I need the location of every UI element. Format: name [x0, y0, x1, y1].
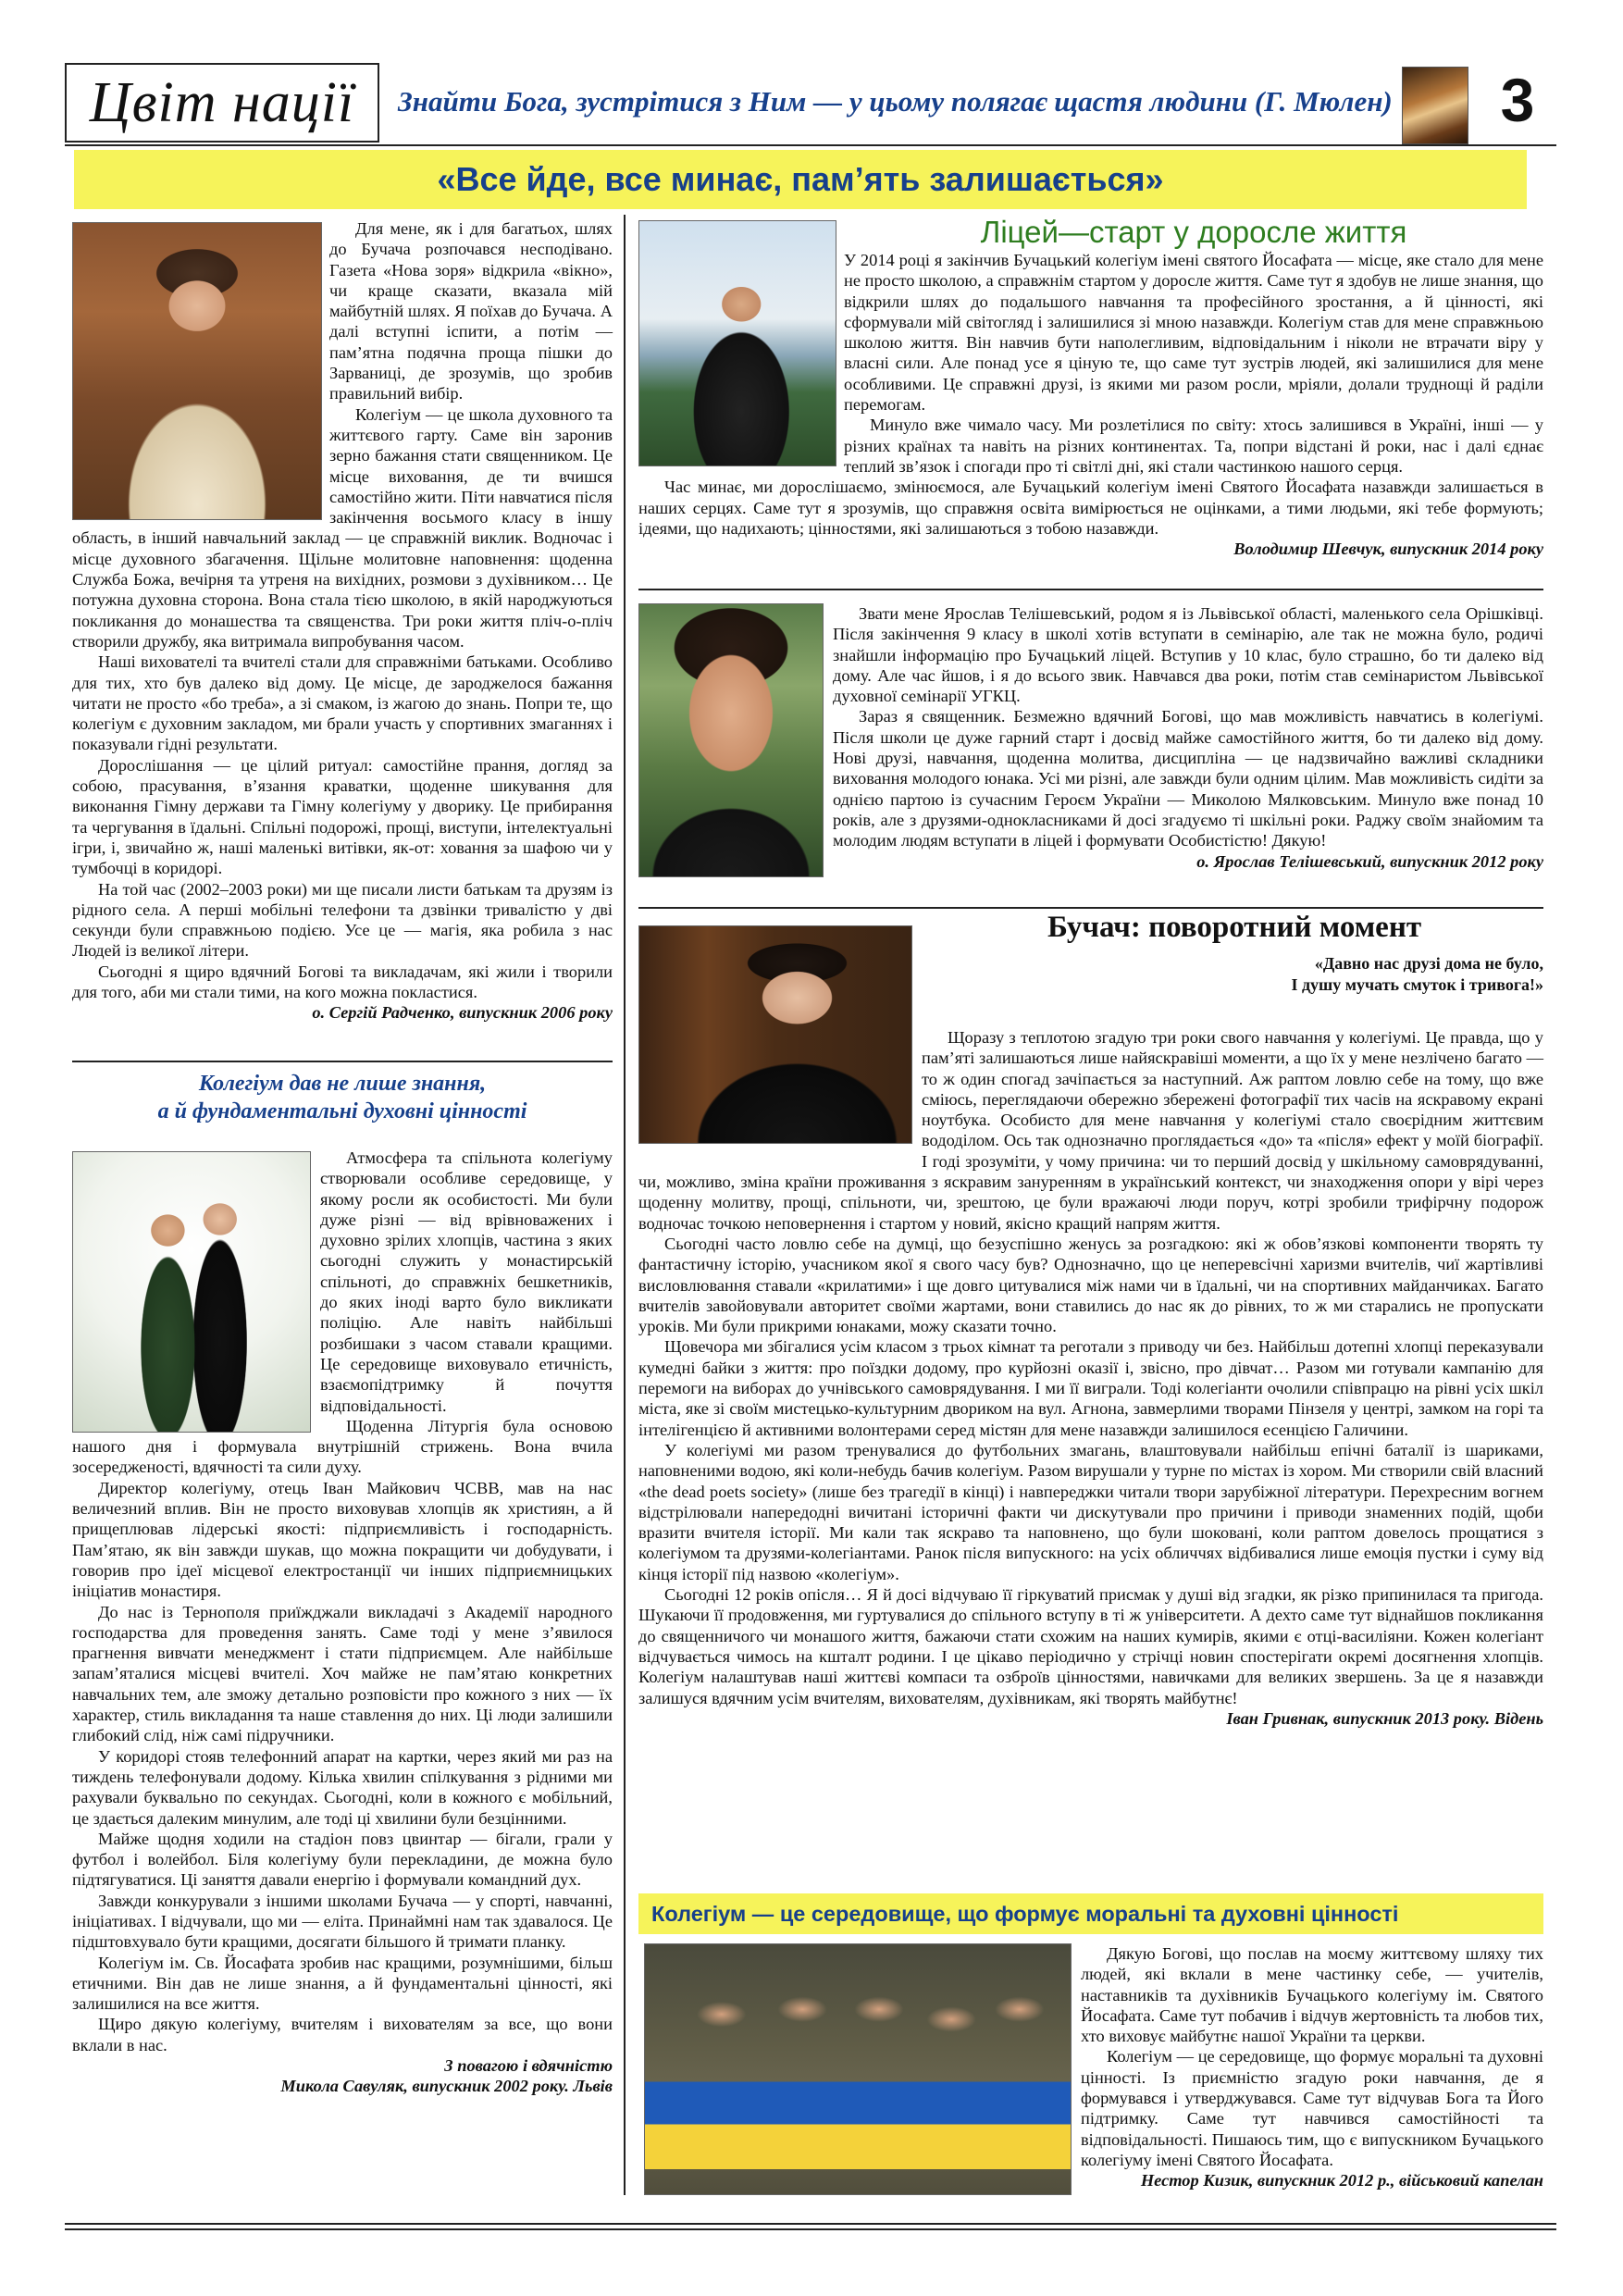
signature: Микола Савуляк, випускник 2002 року. Львів — [280, 2077, 613, 2096]
article-kyzyk — [644, 1943, 1543, 2193]
paragraph: Щоразу з теплотою згадую три роки свого навчання у колегіумі. Це правда, що у пам’яті залишаються лише найяскравіші моменти, а що їх у мене незлічено багато — то ж один спогад зачіпається за наступний. Аж раптом ловлю себе на тому, що вже сміюсь, переглядаючи обережно збережені фотографії тих часів на яскравому екрані ноутбука. Особисто для мене навчання у колегіумі стало своєрідним життєвим вододілом. Ось так однозначно проглядається «до» та «після» ефект у моїй біографії. І годі зрозуміти, у чому причина: чи то перший досвід у шкільному самоврядуванні, чи, можливо, зміна країни проживання з яскравим зануренням в український контекст, чи знаходження опори у вірі через щоденну молитву, прощі, спільноти, чи, зрештою, це були вражаючі люди поруч, котрі зробили трифірчну подорож водночас точкою неповернення і стартом у новий, якісно кращий напрям життя. — [638, 1028, 1543, 1233]
paragraph: На той час (2002–2003 роки) ми ще писали листи батькам та друзям із рідного села. А перші мобільні телефони та дзвінки тривалістю у дві секунди були справжньою подією. Усе це — магія, яка робила з нас Людей із великої літери. — [72, 879, 613, 961]
paragraph: Директор колегіуму, отець Іван Майкович ЧСВВ, мав на нас величезний вплив. Він не просто виховував хлопців як християн, а й прищеплював лідерські якості: підприємливість і господарність. Пам’ятаю, як він завжди шукав, що можна покращити чи добудувати, і говорив про ідеї місцевої електростанції чи інших підприємницьких ініціатив монастиря. — [72, 1478, 613, 1601]
paragraph: Колегіум — це школа духовного та життєвого гарту. Саме він заронив зерно бажання стати священником. Це місце виховання, де ти вчишся самостійно жити. Піти навчатися після закінчення восьмого класу в іншу область, в інший навчальний заклад — це справжній виклик. Водночас і місце духовного збагачення. Щільне молитовне наповнення: щоденна Служба Божа, вечірня та утреня на вихідних, розмови з духівником… Це потужна духовна сторона. Вона стала тією школою, в якій народжуються покликання до монашества та священства. Три роки життя пліч-о-пліч створили дружбу, яка витримала випробування часом. — [72, 404, 613, 651]
article-radchenko — [72, 218, 613, 1023]
section-divider — [72, 1061, 613, 1062]
epigraph-line: «Давно нас друзі дома не було, — [1314, 954, 1543, 973]
page-banner-title: «Все йде, все минає, пам’ять залишається» — [74, 150, 1527, 209]
paragraph: Сьогодні часто ловлю себе на думці, що безуспішно женусь за розгадкою: які ж обов’язкові компоненти творять ту фантастичну історію, учасником якої я свого часу був? Однозначно, що це неперевсічні харизми вчителів, чиї жартівливі висловлювання ставали «крилатими» і ще довго цитувалися між нами чи в їдальні, чи на спортивних майданчиках. Багато вчителів завойовували авторитет своїми жартами, вони ставились до нас як до рівних, то ж ми старались не пропускати уроків. Ми були прикрими юнаками, можу сказати точно. — [638, 1234, 1543, 1336]
paragraph: Дорослішання — це цілий ритуал: самостійне прання, догляд за собою, прасування, в’язання краватки, щоденне шикування для виконання Гімну держави та Гімну колегіуму у дворику. Це прибирання та чергування в їдальні. Спільні подорожі, прощі, виступи, інтелектуальні ігри, і, звичайно ж, наші маленькі витівки, як-от: ховання за шафою чи у тумбочці в коридорі. — [72, 755, 613, 878]
paragraph: Звати мене Ярослав Телішевський, родом я із Львівської області, маленького села Орішківці. Після закінчення 9 класу в школі хотів вступати в семінарію, але так не можна було, родичі знайшли інформацію про Бучацький ліцей. Вступив у 10 клас, було страшно, бо ти далеко від дому. Але час йшов, і я до всього звик. Навчався два роки, потім став семінаристом Львівської духовної семінарії УГКЦ. — [833, 604, 1543, 706]
savuliak-heading — [72, 1070, 613, 1125]
shevchuk-heading: Ліцей—старт у доросле життя — [980, 215, 1407, 249]
paragraph: Зараз я священник. Безмежно вдячний Богові, що мав можливість навчатись в колегіумі. Після школи це дуже гарний старт і досвід майже самостійного життя, бо ти далеко від дому. Нові друзі, навчання, щоденна молитва, дисципліна — це надзвичайно важливі складники виховання молодого юнака. Усі ми різні, але завжди були одним цілим. Мав можливість сидіти за однією партою із сучасним Героєм України — Миколою Мялковським. Минуло вже понад 10 років, але з друзями-однокласниками й досі згадуємо ті шкільні роки. Раджу своїм знайомим та молодим людям вступати в ліцей і формувати Особистістю! Дякую! — [833, 707, 1543, 850]
paragraph: Для мене, як і для багатьох, шлях до Бучача розпочався несподівано. Газета «Нова зоря» відкрила «вікно», чи краще сказати, вказала мій майбутній шлях. Я поїхав до Бучача. А далі вступні іспити, а потім — пам’ятна подячна проща пішки до Зарваниці, де зрозумів, що зробив правильний вибір. — [329, 219, 613, 403]
footer-rule — [65, 2228, 1556, 2230]
signature: о. Сергій Радченко, випускник 2006 року — [312, 1003, 613, 1023]
saint-icon — [1402, 67, 1468, 144]
section-divider — [638, 907, 1543, 909]
paragraph: До нас із Тернополя приїжджали викладачі з Академії народного господарства для проведення занять. Саме тоді у мене з’явилося прагнення вивчати менеджмент і стати підприємцем. Але найбільше запам’яталися місцеві вчителі. Хоч майже не пам’ятаю конкретних навчальних тем, але зможу детально розповісти про кожного з них — їх характер, стиль викладання та наше ставлення до них. Ці люди залишили глибокий слід, ніж самі підручники. — [72, 1602, 613, 1745]
signature: Іван Гривнак, випускник 2013 року. Відень — [1226, 1708, 1543, 1728]
newspaper-logo — [65, 63, 379, 143]
paragraph: Колегіум — це середовище, що формує моральні та духовні цінності. Із приємністю згадую роки навчання, де я формувався і утверджувався. Саме тут відчував Бога та Його підтримку. Саме тут навчився самостійності та відповідальності. Пишаюсь тим, що є випускником Бучацького колегіуму імені Святого Йосафата. — [1081, 2047, 1543, 2169]
paragraph: Майже щодня ходили на стадіон повз цвинтар — бігали, грали у футбол і волейбол. Біля колегіуму були перекладини, де можна було підтягуватися. Ці заняття давали енергію і формували командний дух. — [72, 1829, 613, 1890]
signature: Володимир Шевчук, випускник 2014 року — [1233, 540, 1543, 559]
paragraph: Атмосфера та спільнота колегіуму створювали особливе середовище, у якому росли як особистості. Ми були дуже різні — від врівноважених і духовно зрілих хлопців, частина з яких сьогодні служить у монастирській спільноті, до справжніх бешкетників, до яких іноді варто було викликати поліцію. Але навіть найбільші розбишаки з часом ставали кращими. Це середовище виховувало етичність, взаємопідтримку й почуття відповідальності. — [320, 1148, 613, 1415]
logo-text: Цвіт нації — [89, 70, 355, 134]
header-motto: Знайти Бога, зустрітися з Ним — у цьому полягає щастя людини (Г. Мюлен) — [398, 85, 1393, 118]
signature: о. Ярослав Телішевський, випускник 2012 року — [1196, 851, 1543, 871]
paragraph: Наші вихователі та вчителі стали для справжніми батьками. Особливо для тих, хто був далеко від дому. Це місце, де зароджелося бажання читати не просто «бо треба», а зі смаком, із жагою до знань. Попри те, що колегіум є духовним закладом, ми брали участь у спортивних змаганнях і показували гідні результати. — [72, 652, 613, 754]
kyzyk-heading: Колегіум — це середовище, що формує моральні та духовні цінності — [638, 1893, 1543, 1934]
paragraph: Щоденна Літургія була основою нашого дня і формувала внутрішній стрижень. Вона вчила зосередженості, вдячності та сили духу. — [72, 1416, 613, 1477]
paragraph: У колегіумі ми разом тренувалися до футбольних змагань, влаштовували найбільш епічні баталії із шариками, наповненими водою, які коли-небудь бачив колегіум. Разом вирушали у турне по містах із хором. Ми створили свій власний «the dead poets society» (лише без трагедії в кінці) і навпереджки читали твори зарубіжної літератури. Перехресним вогнем відстрілювали напередодні вичитані історичні факти чи дискутували про причини і приводи знаменних подій, щоби вразити вчителя історії. Ми кали так яскраво та наповнено, що були шоковані, коли раптом довелось прощатися з колегіумом та друзями-колегіантами. Ранок після випускного: на усіх обличчях відбивалися лише емоція пустки і суму від кінця історії під назвою «колегіум». — [638, 1440, 1543, 1583]
paragraph: У коридорі стояв телефонний апарат на картки, через який ми раз на тиждень телефонували додому. Кілька хвилин спілкування з рідними ми рахували буквально по секундах. Сьогодні, коли в кожного є мобільний, це здається далеким минулим, але тоді ці хвилини були безцінними. — [72, 1746, 613, 1828]
paragraph: Сьогодні я щиро вдячний Богові та викладачам, які жили і творили для того, аби ми стали тими, на кого можна покластися. — [72, 962, 613, 1001]
column-divider — [624, 215, 626, 2195]
heading-line: Колегіум дав не лише знання, — [198, 1072, 487, 1096]
heading-line: а й фундаментальні духовні цінності — [157, 1099, 527, 1123]
paragraph: Час минає, ми дорослішаємо, змінюємося, але Бучацький колегіум імені Святого Йосафата назавжди залишається в наших серцях. Саме тут я зрозумів, що справжня освіта вимірюється не оцінками, а тими людьми, які тебе формують; ідеями, що надихають; цінностями, які залишаються з тобою назавжди. — [638, 478, 1543, 538]
article-hryvnak — [638, 953, 1543, 1729]
paragraph: Сьогодні 12 років опісля… Я й досі відчуваю її гіркуватий присмак у душі від згадки, як різко припинилася та пригода. Шукаючи її продовження, ми гуртувалися до спільного вступу в ті ж університети. А дехто саме тут віднайшов покликання до священничого чи монашого життя, бажаючи стати схожим на наших кумирів, якими є отці-василіяни. Кожен колегіант відчувається чимось на кшталт родини. І це цікаво періодично у стрічці новин спостерігати окремі досягнення хлопців. Колегіум налаштував наші життєві компаси та озброїв цінностями, навичками для великих звершень. За це я назавжди залишуся вдячним усім вчителям, вихователям, духівникам, які творять майбутнє! — [638, 1585, 1543, 1707]
hryvnak-heading: Бучач: поворотний момент — [1047, 911, 1422, 944]
article-telishevskyi — [638, 603, 1543, 881]
paragraph: Щиро дякую колегіуму, вчителям і вихователям за все, що вони вклали в нас. — [72, 2015, 613, 2054]
section-divider — [638, 589, 1543, 590]
paragraph: Дякую Богові, що послав на моєму життєвому шляху тих людей, які вклали в мене частинку себе, — учителів, наставників та духівників Бучацького колегіуму ім. Святого Йосафата. Саме тут побачив і відчув жертовність та любов тих, хто виховує майбутнє нашої України та церкви. — [1081, 1944, 1543, 2046]
article-savuliak — [72, 1148, 613, 2096]
paragraph: У 2014 році я закінчив Бучацький колегіум імені святого Йосафата — місце, яке стало для мене не просто школою, а справжнім стартом у доросле життя. Саме тут я здобув не лише знання, що відкрили шлях до подальшого навчання та професійного зростання, а й цінності, які сформували мій світогляд і залишилися зі мною назавжди. Колегіум став для мене справжньою школою життя. Він навчив бути наполегливим, відповідальним і ніколи не втрачати віру у власні сили. Але понад усе я ціную те, що саме тут зустрів людей, які залишилися для мене особливими. Це справжні друзі, із якими ми разом росли, мріяли, долали труднощі й раділи перемогам. — [844, 251, 1544, 415]
paragraph: Колегіум ім. Св. Йосафата зробив нас кращими, розумнішими, більш етичними. Він дав не лише знання, а й фундаментальні цінності, які залишилися на все життя. — [72, 1953, 613, 2014]
paragraph: Щовечора ми збігалися усім класом з трьох кімнат та реготали з приводу чи без. Найбільш дотепні хлопці переказували кумедні байки з життя: про поїздки додому, про курйозні оказії і, звісно, про дівчат… Разом ми готували кампанію для перемоги на виборах до учнівського самоврядування. І ми її виграли. Тоді колегіанти очолили співпрацю на рівні усіх шкіл міста, яке зі своїм мистецько-культурним двориком на вул. Агнона, завмерлими творами Пінзеля у центрі, замком на горі та інтелігенцією й активними волонтерами серед містян для мене назавжди залишилося есенцією Галичини. — [638, 1337, 1543, 1439]
paragraph: Минуло вже чимало часу. Ми розлетілися по світу: хтось залишився в Україні, інші — у різних країнах та навіть на різних континентах. Та, попри відстані й роки, нас і далі єднає теплий зв’язок і спогади про ті світлі дні, які стали частинкою нашого серця. — [844, 416, 1543, 476]
signature: Нестор Кизик, випускник 2012 р., військовий капелан — [1140, 2171, 1543, 2191]
signature: З повагою і вдячністю — [444, 2056, 613, 2076]
epigraph-line: І душу мучать смуток і тривога!» — [1291, 975, 1543, 994]
paragraph: Завжди конкурували з іншими школами Бучача — у спорті, навчанні, ініціативах. І відчували, що ми — еліта. Принаймні нам так здавалося. Це підштовхувало бути кращими, досягати більшого й тримати планку. — [72, 1891, 613, 1952]
header-rule — [65, 144, 1556, 146]
article-shevchuk — [638, 250, 1543, 559]
page-number: 3 — [1500, 66, 1535, 134]
footer-rule — [65, 2223, 1556, 2225]
